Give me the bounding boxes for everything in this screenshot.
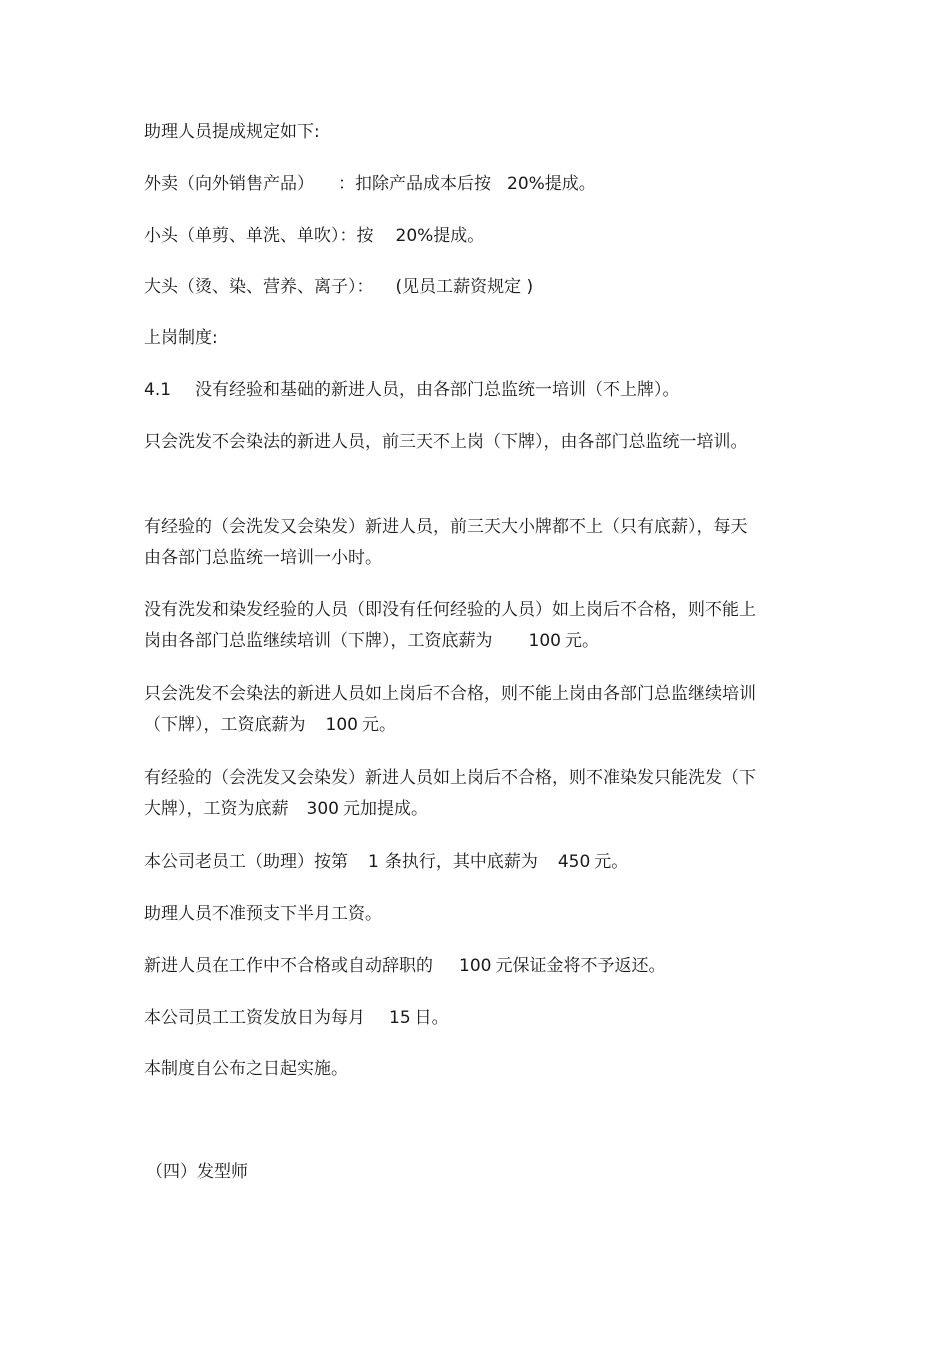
item-no-advance: 助理人员不准预支下半月工资。 [144, 904, 382, 924]
section-four-title: （四）发型师 [146, 1162, 248, 1182]
item-payday [144, 1003, 764, 1034]
item-senior-prefix: 本公司老员工（助理）按第 [144, 852, 348, 872]
rule-small [144, 221, 764, 252]
item-no-experience-value: 100 [528, 631, 561, 651]
rule-big-label: 大头（烫、染、营养、离子）： [144, 277, 374, 297]
item-4-1 [144, 375, 764, 406]
item-experienced: 有经验的（会洗发又会染发）新进人员，前三天大小牌都不上（只有底薪），每天由各部门总监统一培训一小时。 [144, 517, 748, 568]
item-deposit-value: 100 [459, 956, 492, 976]
item-payday-prefix: 本公司员工工资发放日为每月 [144, 1008, 365, 1028]
rule-takeaway-suffix: 提成。 [544, 174, 596, 194]
item-no-experience-unit: 元。 [564, 631, 599, 651]
item-wash-fail-value: 100 [325, 715, 358, 735]
item-no-experience-text: 没有洗发和染发经验的人员（即没有任何经验的人员）如上岗后不合格，则不能上岗由各部门总监继续培训（下牌），工资底薪为 [144, 600, 756, 651]
rule-takeaway-sep: ：扣除产品成本后按 [338, 174, 491, 194]
item-experienced-fail-unit: 元加提成。 [342, 799, 428, 819]
rule-big-note: (见员工薪资规定 ) [395, 277, 534, 297]
rule-takeaway [144, 169, 764, 200]
rule-small-label: 小头（单剪、单洗、单吹）：按 [144, 226, 374, 246]
rule-takeaway-label: 外卖（向外销售产品） [144, 174, 314, 194]
item-experienced-fail [144, 763, 756, 825]
rule-big [144, 272, 764, 303]
item-experienced-fail-value: 300 [306, 799, 339, 819]
item-4-1-number: 4.1 [144, 380, 172, 400]
item-deposit [144, 951, 764, 982]
item-senior-value: 450 [557, 852, 591, 872]
item-deposit-suffix: 元保证金将不予返还。 [495, 956, 666, 976]
assistant-commission-title: 助理人员提成规定如下: [144, 122, 320, 142]
rule-small-suffix: 提成。 [433, 226, 485, 246]
item-senior [144, 847, 764, 878]
item-4-1-text: 没有经验和基础的新进人员，由各部门总监统一培训（不上牌）。 [195, 380, 680, 400]
item-effective: 本制度自公布之日起实施。 [144, 1059, 348, 1079]
item-senior-mid: 条执行，其中底薪为 [384, 852, 538, 872]
item-experienced-fail-text: 有经验的（会洗发又会染发）新进人员如上岗后不合格，则不准染发只能洗发（下大牌），工资为底薪 [144, 768, 756, 819]
item-senior-unit: 元。 [594, 852, 629, 872]
item-wash-fail-text: 只会洗发不会染法的新进人员如上岗后不合格，则不能上岗由各部门总监继续培训（下牌），工资底薪为 [144, 684, 756, 735]
item-wash-only: 只会洗发不会染法的新进人员，前三天不上岗（下牌），由各部门总监统一培训。 [144, 432, 748, 452]
rule-small-value: 20% [395, 226, 434, 246]
item-wash-fail [144, 679, 756, 741]
item-no-experience [144, 595, 756, 657]
item-senior-num: 1 [368, 852, 379, 872]
rule-takeaway-value: 20% [507, 174, 545, 194]
item-payday-value: 15 [389, 1008, 411, 1028]
onduty-title: 上岗制度: [144, 328, 218, 348]
item-wash-fail-unit: 元。 [361, 715, 396, 735]
item-payday-suffix: 日。 [414, 1008, 449, 1028]
item-deposit-prefix: 新进人员在工作中不合格或自动辞职的 [144, 956, 433, 976]
